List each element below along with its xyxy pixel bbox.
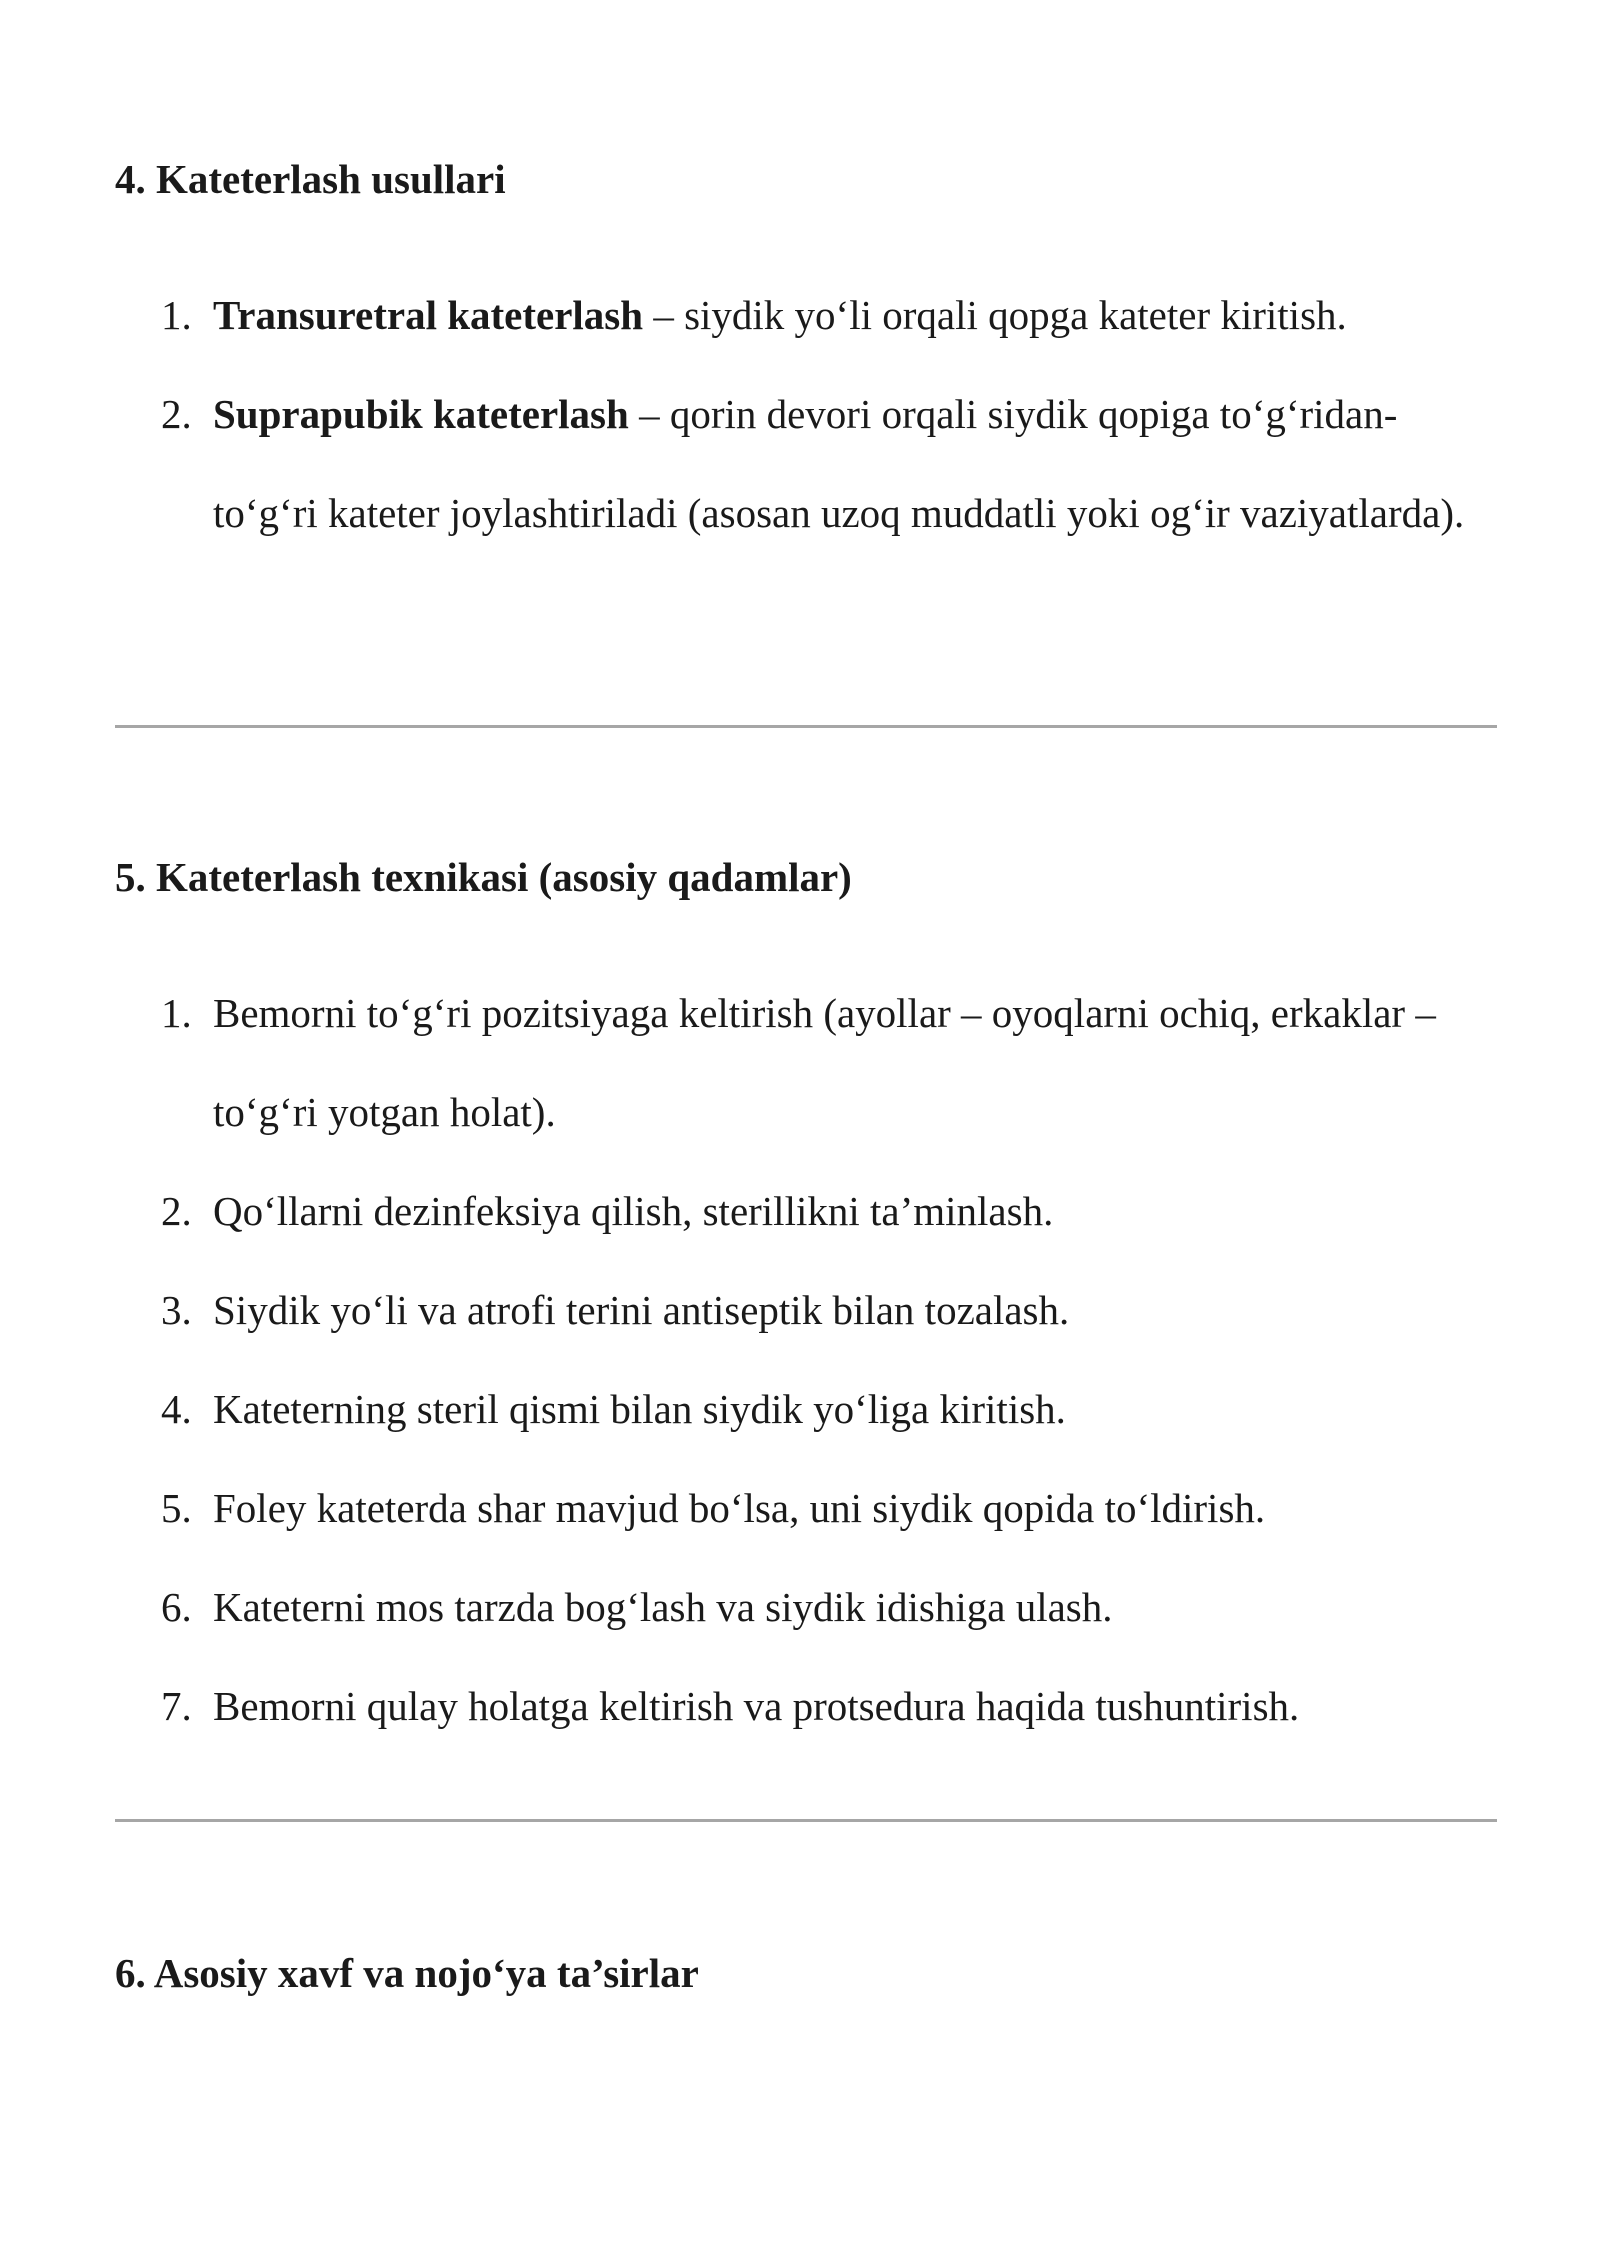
list-item-text: – siydik yo‘li orqali qopga kateter kiritish. (643, 292, 1347, 338)
list-item-text: Bemorni qulay holatga keltirish va protsedura haqida tushuntirish. (213, 1683, 1300, 1729)
section-divider (115, 725, 1497, 728)
list-item (115, 1657, 1497, 1756)
list-item-number: 3. (161, 1287, 192, 1333)
section-divider (115, 1819, 1497, 1822)
term-suprapubik: Suprapubik kateterlash (213, 391, 629, 437)
list-item-number: 7. (161, 1683, 192, 1729)
list-item-number: 2. (161, 1188, 192, 1234)
list-item-text: Foley kateterda shar mavjud bo‘lsa, uni siydik qopida to‘ldirish. (213, 1485, 1266, 1531)
list-item (115, 964, 1497, 1162)
list-item-number: 5. (161, 1485, 192, 1531)
section-4-heading: 4. Kateterlash usullari (115, 156, 506, 202)
section-6-heading: 6. Asosiy xavf va nojo‘ya ta’sirlar (115, 1950, 699, 1996)
list-item-number: 1. (161, 292, 192, 338)
section-5-heading: 5. Kateterlash texnikasi (asosiy qadamlar) (115, 854, 852, 900)
list-item-number: 6. (161, 1584, 192, 1630)
list-item-number: 1. (161, 990, 192, 1036)
list-item (115, 1360, 1497, 1459)
list-item (115, 365, 1497, 563)
list-item (115, 1558, 1497, 1657)
list-item-text: Bemorni to‘g‘ri pozitsiyaga keltirish (ayollar – oyoqlarni ochiq, erkaklar – to‘g‘ri yotgan holat). (213, 990, 1436, 1135)
list-item-text: – qorin devori orqali siydik qopiga to‘g‘ridan-to‘g‘ri kateter joylashtiriladi (asosan uzoq muddatli yoki og‘ir vaziyatlarda). (213, 391, 1465, 536)
list-item-text: Siydik yo‘li va atrofi terini antiseptik bilan tozalash. (213, 1287, 1070, 1333)
section-4-list (115, 266, 1497, 563)
list-item (115, 266, 1497, 365)
list-item-text: Kateterni mos tarzda bog‘lash va siydik idishiga ulash. (213, 1584, 1113, 1630)
section-5-list (115, 964, 1497, 1756)
list-item-text: Kateterning steril qismi bilan siydik yo‘liga kiritish. (213, 1386, 1066, 1432)
list-item-number: 2. (161, 391, 192, 437)
list-item (115, 1459, 1497, 1558)
list-item (115, 1261, 1497, 1360)
list-item-number: 4. (161, 1386, 192, 1432)
term-transuretral: Transuretral kateterlash (213, 292, 644, 338)
list-item-text: Qo‘llarni dezinfeksiya qilish, sterillikni ta’minlash. (213, 1188, 1054, 1234)
list-item (115, 1162, 1497, 1261)
